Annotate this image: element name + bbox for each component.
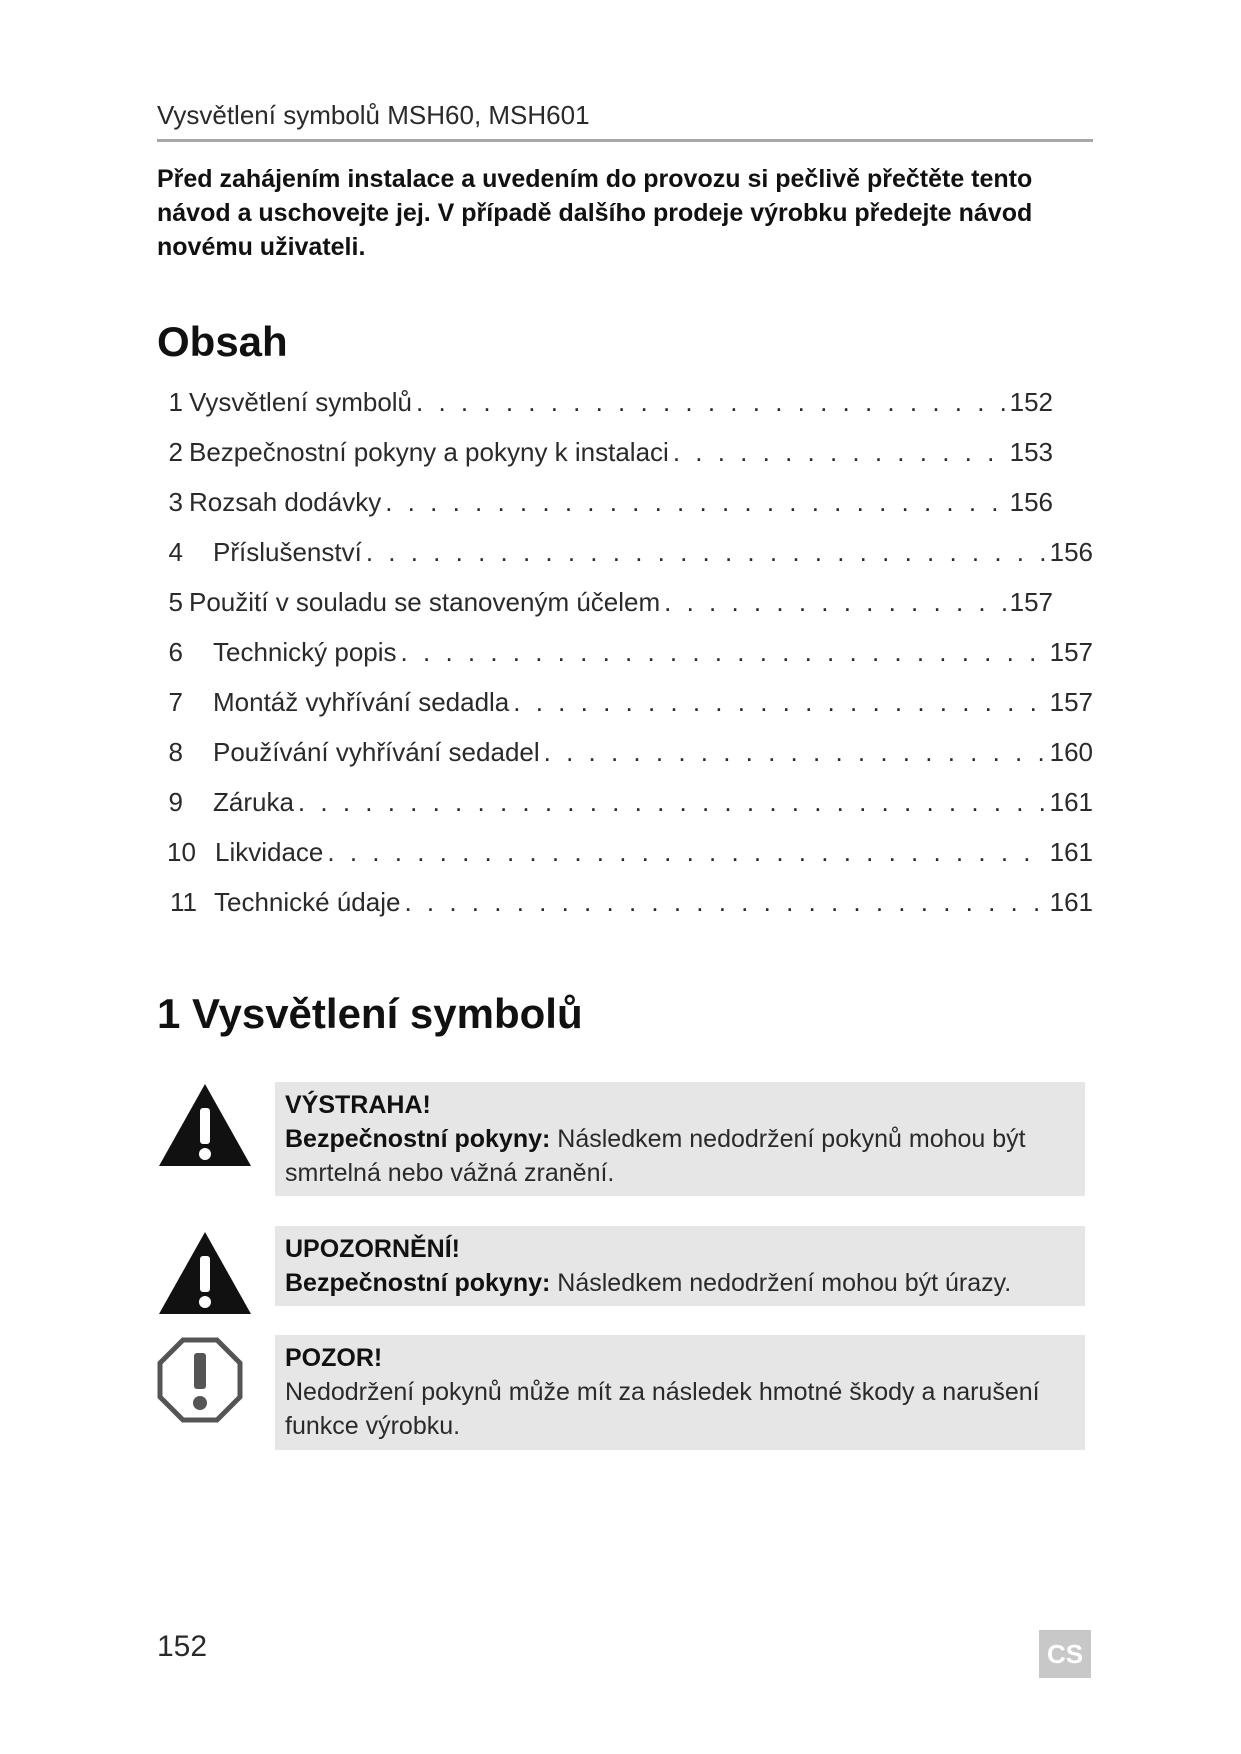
warning-triangle-icon bbox=[157, 1080, 253, 1168]
toc-entry-title: Použití v souladu se stanoveným účelem bbox=[189, 587, 661, 617]
running-header: Vysvětlení symbolů MSH60, MSH601 bbox=[157, 100, 590, 130]
toc-entry-title: Používání vyhřívání sedadel bbox=[213, 737, 540, 767]
toc-entry-number: 3 bbox=[168, 487, 183, 517]
toc-entry-page: 161 bbox=[1049, 787, 1093, 817]
notice-text: Nedodržení pokynů může mít za následek hmotné škody a narušení funkce výrobku. bbox=[285, 1378, 1040, 1440]
toc-entry-number: 11 bbox=[170, 887, 197, 917]
toc-entry-number: 6 bbox=[168, 637, 183, 667]
toc-entry-page: 160 bbox=[1049, 737, 1093, 767]
toc-entry-page: 156 bbox=[1049, 537, 1093, 567]
toc-entry-number: 5 bbox=[168, 587, 183, 617]
header-rule bbox=[157, 139, 1093, 142]
toc-entry[interactable] bbox=[157, 434, 1093, 470]
notice-body: Následkem nedodržení pokynů mohou být smrtelná nebo vážná zranění. bbox=[285, 1125, 1026, 1187]
toc-entry-page: 156 bbox=[1009, 487, 1053, 517]
toc-entry-title: Bezpečnostní pokyny a pokyny k instalaci bbox=[189, 437, 669, 467]
toc-entry-title: Technický popis bbox=[213, 637, 397, 667]
toc-entry-number: 2 bbox=[168, 437, 183, 467]
toc-entry-number: 9 bbox=[168, 787, 183, 817]
warning-box bbox=[275, 1082, 1085, 1196]
toc-entry[interactable] bbox=[157, 784, 1093, 820]
toc-entry-title: Montáž vyhřívání sedadla bbox=[213, 687, 510, 717]
toc-entry-title: Záruka bbox=[213, 787, 294, 817]
notice-octagon-icon bbox=[157, 1337, 243, 1423]
toc-leader-dots bbox=[404, 884, 1045, 920]
notice-label: POZOR! bbox=[285, 1344, 383, 1372]
notice-label: VÝSTRAHA! bbox=[285, 1091, 431, 1119]
toc-entry[interactable] bbox=[157, 634, 1093, 670]
page-number: 152 bbox=[157, 1630, 208, 1663]
manual-page bbox=[157, 0, 1093, 1754]
toc-entry[interactable] bbox=[157, 734, 1093, 770]
toc-leader-dots bbox=[544, 734, 1046, 770]
toc-leader-dots bbox=[298, 784, 1046, 820]
toc-entry-title: Technické údaje bbox=[214, 887, 401, 917]
notice-lead: Bezpečnostní pokyny: bbox=[285, 1269, 551, 1297]
toc-entry-page: 153 bbox=[1009, 437, 1053, 467]
section-heading: 1 Vysvětlení symbolů bbox=[157, 990, 583, 1037]
toc-entry[interactable] bbox=[157, 884, 1093, 920]
toc-entry-number: 1 bbox=[168, 387, 183, 417]
toc-title: Obsah bbox=[157, 318, 288, 365]
toc-leader-dots bbox=[416, 384, 1006, 420]
toc-leader-dots bbox=[327, 834, 1045, 870]
toc-entry[interactable] bbox=[157, 684, 1093, 720]
toc-entry-page: 161 bbox=[1049, 837, 1093, 867]
toc-leader-dots bbox=[513, 684, 1045, 720]
toc-entry[interactable] bbox=[157, 384, 1093, 420]
notice-lead: Bezpečnostní pokyny: bbox=[285, 1125, 551, 1153]
notice-text bbox=[285, 1269, 1011, 1297]
toc-entry[interactable] bbox=[157, 534, 1093, 570]
toc-entry-number: 8 bbox=[168, 737, 183, 767]
notice-text bbox=[285, 1125, 1026, 1187]
toc-leader-dots bbox=[673, 434, 1006, 470]
language-badge: CS bbox=[1039, 1630, 1091, 1678]
toc-entry-page: 152 bbox=[1009, 387, 1053, 417]
toc-entry-page: 157 bbox=[1009, 587, 1053, 617]
notice-label: UPOZORNĚNÍ! bbox=[285, 1235, 460, 1263]
toc-entry-title: Příslušenství bbox=[213, 537, 362, 567]
toc-entry-number: 4 bbox=[168, 537, 183, 567]
toc-entry-page: 157 bbox=[1049, 637, 1093, 667]
toc-entry-page: 161 bbox=[1049, 887, 1093, 917]
toc-entry-title: Likvidace bbox=[215, 837, 324, 867]
toc-entry-number: 7 bbox=[168, 687, 183, 717]
caution-triangle-icon bbox=[157, 1228, 253, 1316]
toc-leader-dots bbox=[664, 584, 1005, 620]
toc-entry[interactable] bbox=[157, 484, 1093, 520]
caution-box bbox=[275, 1226, 1085, 1306]
intro-paragraph: Před zahájením instalace a uvedením do provozu si pečlivě přečtěte tento návod a uschovejte jej. V případě dalšího prodeje výrobku předejte návod novému uživateli. bbox=[157, 165, 1033, 261]
toc-leader-dots bbox=[366, 534, 1046, 570]
toc-leader-dots bbox=[401, 634, 1046, 670]
toc-leader-dots bbox=[385, 484, 1005, 520]
notice-body: Následkem nedodržení mohou být úrazy. bbox=[550, 1269, 1012, 1297]
toc-entry[interactable] bbox=[157, 834, 1093, 870]
toc-entry-title: Vysvětlení symbolů bbox=[189, 387, 413, 417]
toc-entry-number: 10 bbox=[167, 837, 196, 867]
notice-box bbox=[275, 1335, 1085, 1450]
toc-entry-title: Rozsah dodávky bbox=[189, 487, 382, 517]
toc-entry-page: 157 bbox=[1049, 687, 1093, 717]
toc-entry[interactable] bbox=[157, 584, 1093, 620]
